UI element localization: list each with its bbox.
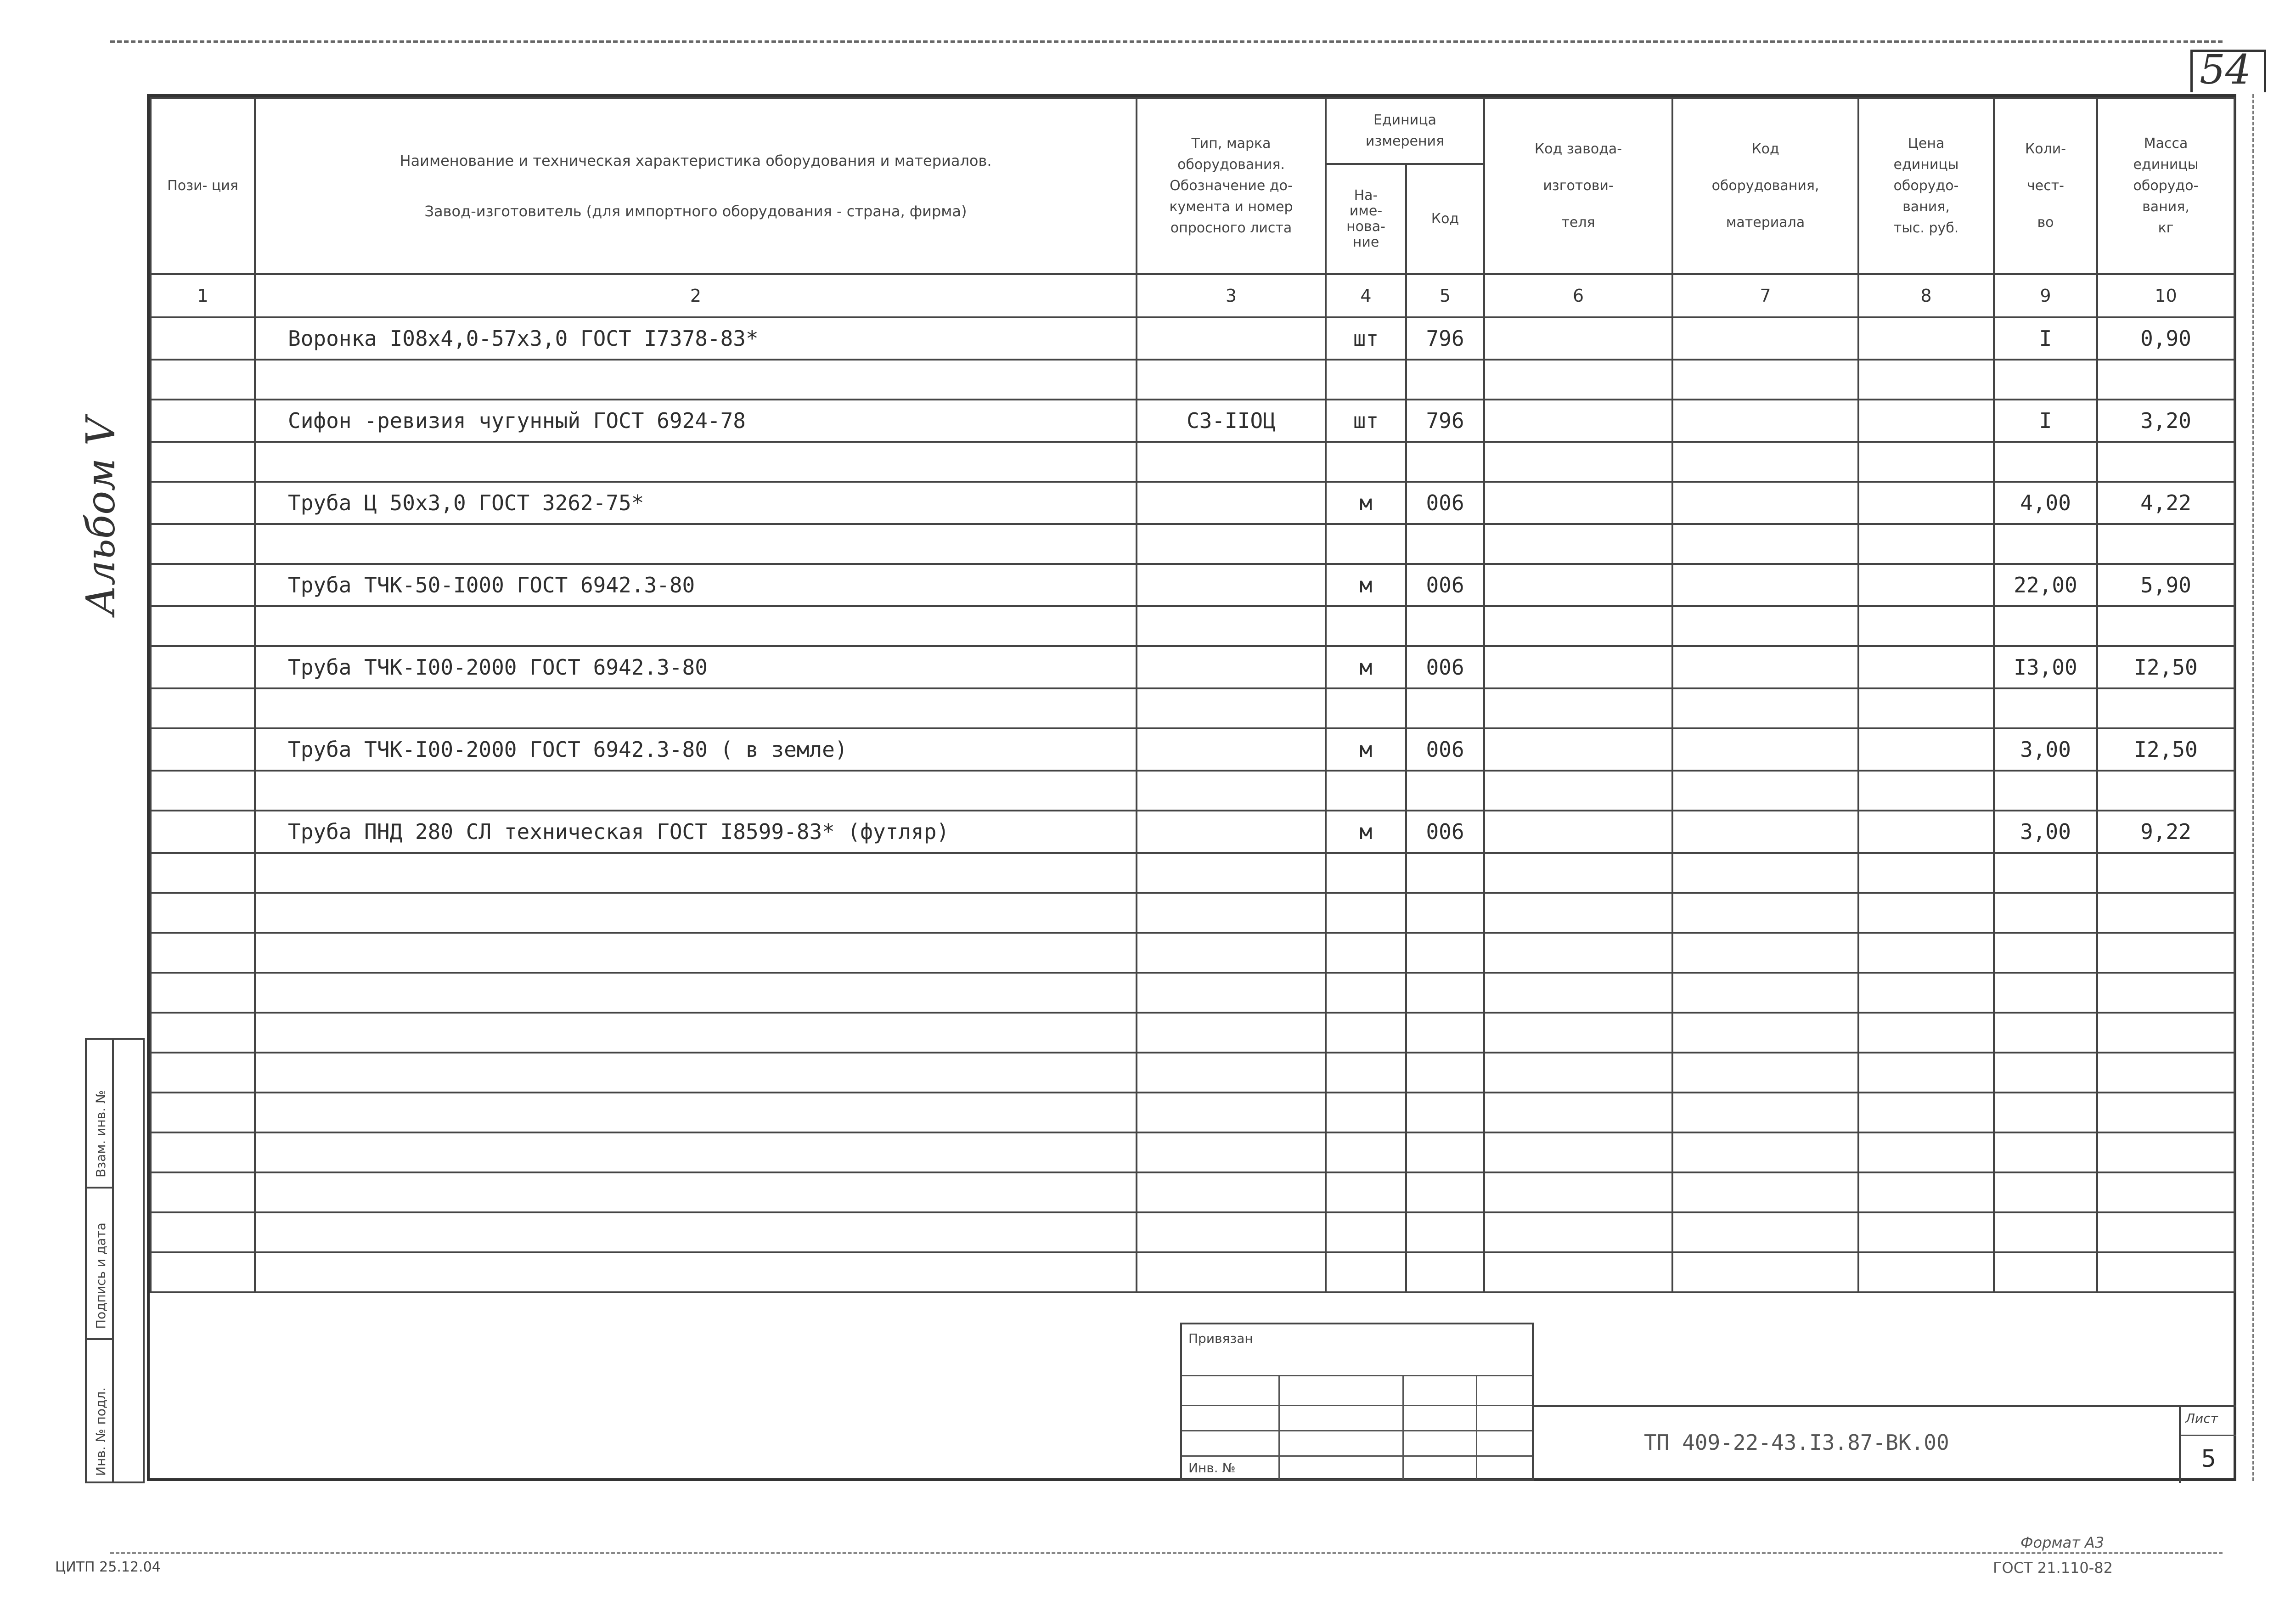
- empty-row: [151, 606, 2234, 646]
- document-code: ТП 409-22-43.I3.87-ВК.00: [1644, 1430, 1949, 1455]
- item-name: Труба ТЧК-I00-2000 ГОСТ 6942.3-80: [255, 646, 1137, 688]
- header-qty: Коли- чест- во: [1994, 98, 2097, 274]
- header-row: [151, 98, 2234, 164]
- header-mass: Масса единицы оборудо- вания, кг: [2097, 98, 2234, 274]
- item-name: Труба ТЧК-I00-2000 ГОСТ 6942.3-80 ( в земле): [255, 728, 1137, 771]
- item-mass: 0,90: [2097, 317, 2234, 360]
- header-type: Тип, марка оборудования. Обозначение до- кумента и номер опросного листа: [1137, 98, 1326, 274]
- empty-row: [151, 524, 2234, 564]
- footer-code: ЦИТП 25.12.04: [55, 1559, 161, 1575]
- item-unit-code: 006: [1406, 811, 1484, 853]
- footer-format: Формат А3: [2020, 1534, 2105, 1551]
- item-unit: шт: [1326, 317, 1406, 360]
- sheet-box: [2179, 1407, 2236, 1483]
- table-row: [151, 400, 2234, 442]
- top-dashed-line: [110, 40, 2223, 43]
- empty-row: [151, 771, 2234, 811]
- bottom-dashed-line: [110, 1552, 2223, 1554]
- empty-row: [151, 1013, 2234, 1053]
- table-row: [151, 728, 2234, 771]
- stamp-inv: Инв. №: [1188, 1460, 1236, 1476]
- album-note: Альбом V: [78, 417, 124, 615]
- item-unit: м: [1326, 646, 1406, 688]
- empty-row: [151, 973, 2234, 1013]
- page-number: 54: [2200, 46, 2251, 93]
- empty-row: [151, 360, 2234, 400]
- item-name: Сифон -ревизия чугунный ГОСТ 6924-78: [255, 400, 1137, 442]
- item-type: С3-IIОЦ: [1137, 400, 1326, 442]
- empty-row: [151, 1172, 2234, 1212]
- empty-row: [151, 1093, 2234, 1132]
- item-qty: I: [1994, 400, 2097, 442]
- header-pos: Пози- ция: [151, 98, 255, 274]
- column-number: 5: [1406, 274, 1484, 317]
- table-row: [151, 811, 2234, 853]
- stamp-title: Привязан: [1188, 1331, 1253, 1346]
- item-name: Воронка I08х4,0-57х3,0 ГОСТ I7378-83*: [255, 317, 1137, 360]
- right-dashed-line: [2252, 94, 2254, 1481]
- header-name: Наименование и техническая характеристика оборудования и материалов. Завод-изготовитель (для импортного оборудования - страна, фирма): [255, 98, 1137, 274]
- header-equip-code: Код оборудования, материала: [1672, 98, 1858, 274]
- item-mass: 5,90: [2097, 564, 2234, 606]
- item-mass: 3,20: [2097, 400, 2234, 442]
- column-number: 3: [1137, 274, 1326, 317]
- table-row: [151, 317, 2234, 360]
- sheet-label: Лист: [2185, 1411, 2218, 1426]
- empty-row: [151, 1132, 2234, 1172]
- item-mass: I2,50: [2097, 728, 2234, 771]
- document-title-block: [1534, 1405, 2236, 1481]
- empty-row: [151, 1252, 2234, 1292]
- header-unit-code: Код: [1406, 164, 1484, 274]
- item-mass: I2,50: [2097, 646, 2234, 688]
- empty-row: [151, 933, 2234, 973]
- item-type: [1137, 646, 1326, 688]
- column-number: 4: [1326, 274, 1406, 317]
- item-type: [1137, 564, 1326, 606]
- item-name: Труба ПНД 280 СЛ техническая ГОСТ I8599-83* (футляр): [255, 811, 1137, 853]
- column-number: 2: [255, 274, 1137, 317]
- item-name: Труба Ц 50х3,0 ГОСТ 3262-75*: [255, 482, 1137, 524]
- specification-table: [150, 97, 2235, 1293]
- item-type: [1137, 811, 1326, 853]
- item-unit-code: 006: [1406, 482, 1484, 524]
- item-mass: 9,22: [2097, 811, 2234, 853]
- binding-stamp: [1180, 1323, 1534, 1481]
- item-type: [1137, 317, 1326, 360]
- column-number: 10: [2097, 274, 2234, 317]
- header-price: Цена единицы оборудо- вания, тыс. руб.: [1858, 98, 1994, 274]
- sidebar-label-replace: Взам. инв. №: [93, 1090, 108, 1177]
- item-mass: 4,22: [2097, 482, 2234, 524]
- column-number: 6: [1484, 274, 1672, 317]
- item-unit: м: [1326, 564, 1406, 606]
- item-unit: м: [1326, 728, 1406, 771]
- column-number: 1: [151, 274, 255, 317]
- item-unit-code: 006: [1406, 646, 1484, 688]
- item-qty: I3,00: [1994, 646, 2097, 688]
- sidebar-stamp: [85, 1038, 145, 1483]
- header-unit-name: На- име- нова- ние: [1326, 164, 1406, 274]
- item-name: Труба ТЧК-50-I000 ГОСТ 6942.3-80: [255, 564, 1137, 606]
- item-qty: 3,00: [1994, 811, 2097, 853]
- item-unit-code: 006: [1406, 728, 1484, 771]
- empty-row: [151, 688, 2234, 728]
- sheet-number: 5: [2181, 1435, 2236, 1473]
- sidebar-label-inv: Инв. № подл.: [93, 1387, 108, 1476]
- column-number-row: [151, 274, 2234, 317]
- item-qty: I: [1994, 317, 2097, 360]
- sidebar-label-signature: Подпись и дата: [93, 1222, 108, 1329]
- footer-gost: ГОСТ 21.110-82: [1993, 1559, 2113, 1577]
- header-unit-group: Единица измерения: [1326, 98, 1484, 164]
- item-unit-code: 796: [1406, 317, 1484, 360]
- header-plant-code: Код завода- изготови- теля: [1484, 98, 1672, 274]
- item-qty: 3,00: [1994, 728, 2097, 771]
- item-qty: 4,00: [1994, 482, 2097, 524]
- column-number: 7: [1672, 274, 1858, 317]
- item-unit: м: [1326, 811, 1406, 853]
- empty-row: [151, 442, 2234, 482]
- table-row: [151, 564, 2234, 606]
- column-number: 9: [1994, 274, 2097, 317]
- item-unit-code: 006: [1406, 564, 1484, 606]
- empty-row: [151, 853, 2234, 893]
- item-unit: м: [1326, 482, 1406, 524]
- item-qty: 22,00: [1994, 564, 2097, 606]
- empty-row: [151, 1212, 2234, 1252]
- item-unit: шт: [1326, 400, 1406, 442]
- item-type: [1137, 728, 1326, 771]
- column-number: 8: [1858, 274, 1994, 317]
- table-row: [151, 482, 2234, 524]
- item-type: [1137, 482, 1326, 524]
- item-unit-code: 796: [1406, 400, 1484, 442]
- empty-row: [151, 893, 2234, 933]
- empty-row: [151, 1053, 2234, 1093]
- table-row: [151, 646, 2234, 688]
